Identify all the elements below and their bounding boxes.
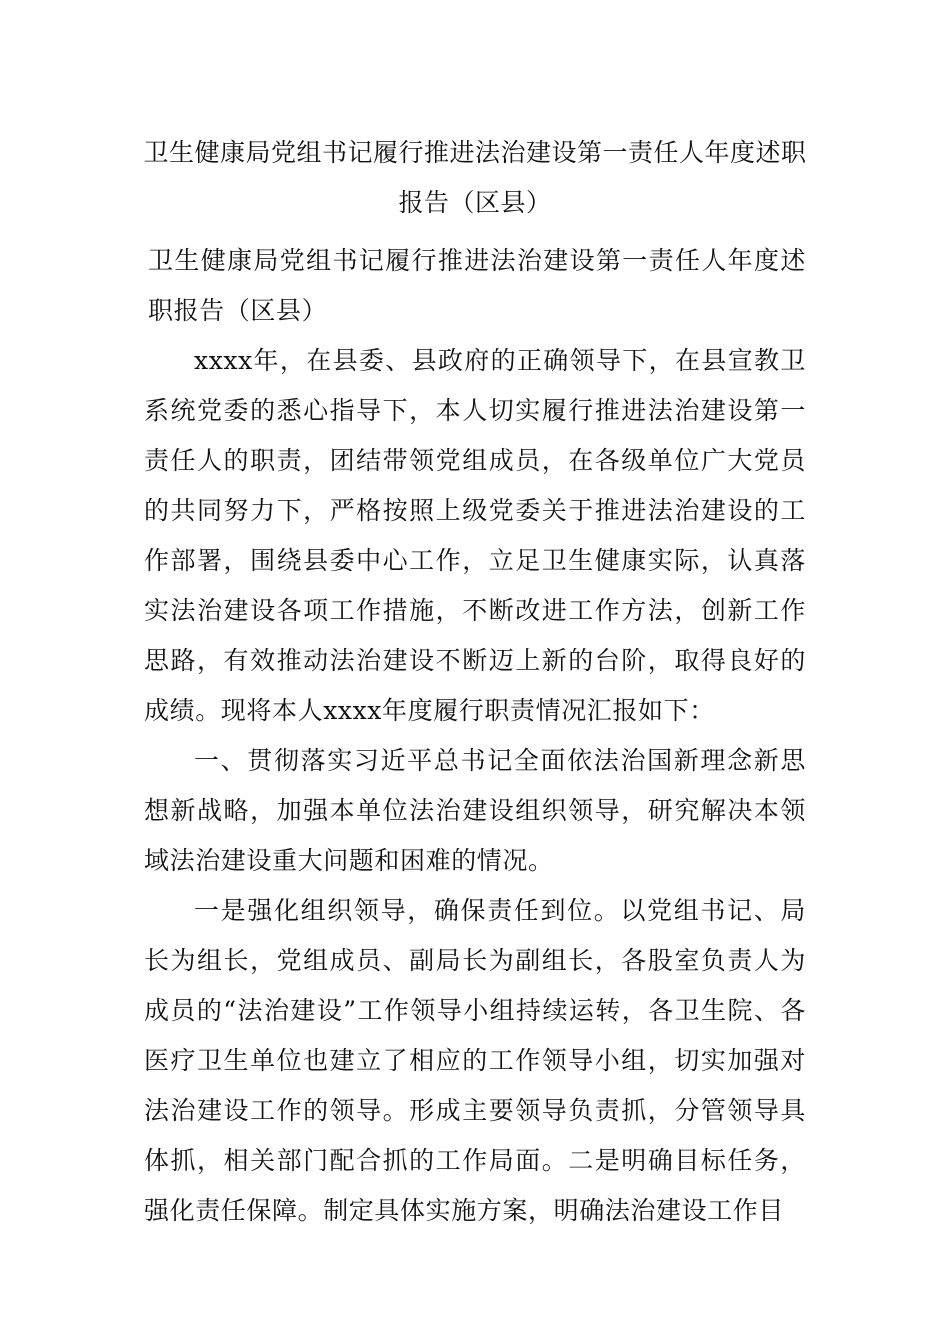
paragraph-subtitle: 卫生健康局党组书记履行推进法治建设第一责任人年度述职报告（区县） xyxy=(148,246,806,325)
paragraph-section-heading: 一、贯彻落实习近平总书记全面依法治国新理念新思想新战略，加强本单位法治建设组织领导，研究解决本领域法治建设重大问题和困难的情况。 xyxy=(144,746,806,875)
document-title: 卫生健康局党组书记履行推进法治建设第一责任人年度述职报告（区县） xyxy=(143,138,807,217)
paragraph-intro: xxxx年，在县委、县政府的正确领导下，在县宣教卫系统党委的悉心指导下，本人切实履行推进法治建设第一责任人的职责，团结带领党组成员，在各级单位广大党员的共同努力下，严格按照上级党委关于推进法治建设的工作部署，围绕县委中心工作，立足卫生健康实际，认真落实法治建设各项工作措施，不断改进工作方法，创新工作思路，有效推动法治建设不断迈上新的台阶，取得良好的成绩。现将本人xxxx年度履行职责情况汇报如下： xyxy=(144,346,806,725)
paragraph-section-body: 一是强化组织领导，确保责任到位。以党组书记、局长为组长，党组成员、副局长为副组长，各股室负责人为成员的“法治建设”工作领导小组持续运转，各卫生院、各医疗卫生单位也建立了相应的工作领导小组，切实加强对法治建设工作的领导。形成主要领导负责抓，分管领导具体抓，相关部门配合抓的工作局面。二是明确目标任务，强化责任保障。制定具体实施方案，明确法治建设工作目 xyxy=(144,896,806,1225)
document-body xyxy=(144,236,806,1236)
